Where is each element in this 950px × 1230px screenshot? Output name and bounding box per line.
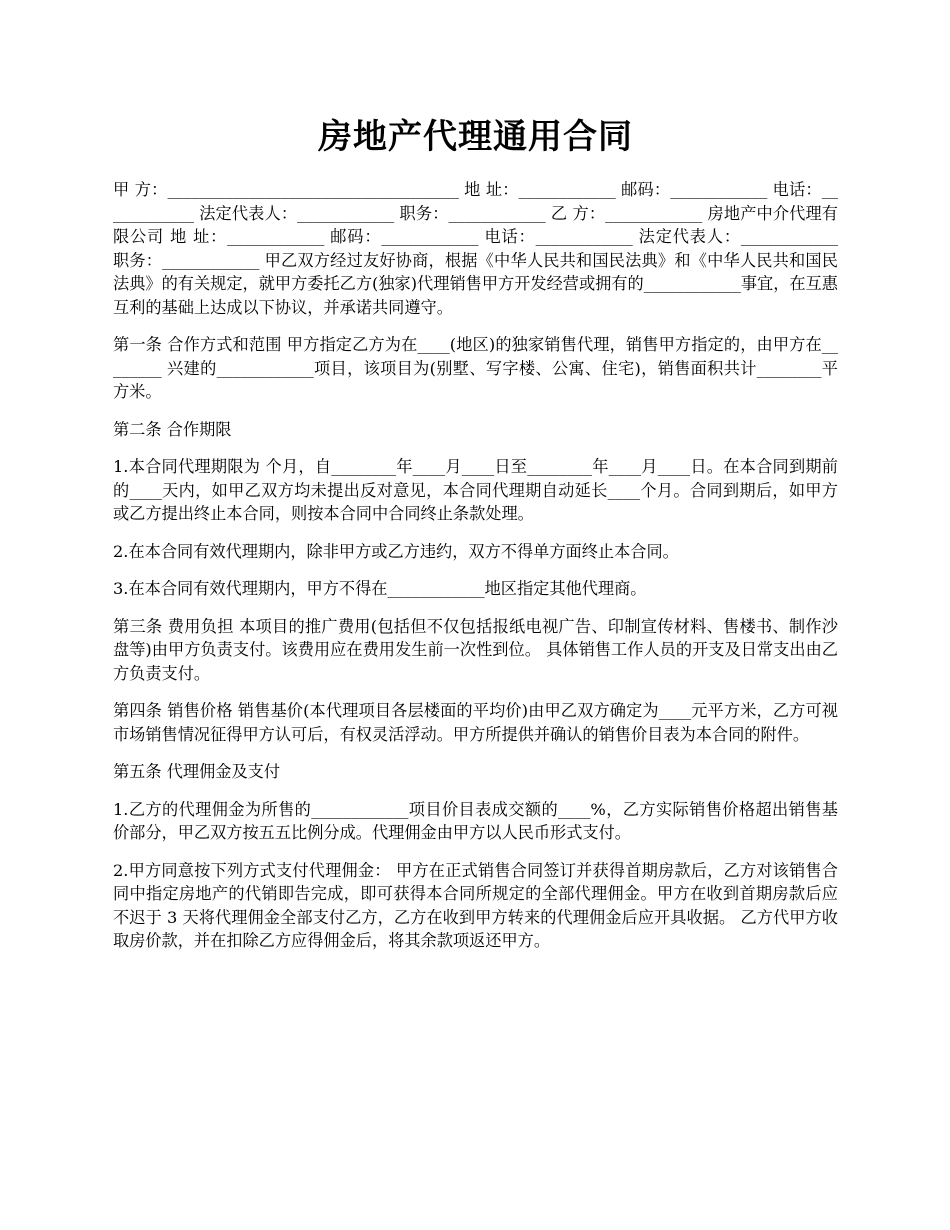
paragraph-article-5-heading: 第五条 代理佣金及支付 [113,762,281,781]
paragraph-article-3: 第三条 费用负担 本项目的推广费用(包括但不仅包括报纸电视广告、印制宣传材料、售楼书、制作沙盘等)由甲方负责支付。该费用应在费用发生前一次性到位。 具体销售工作人员的开支及日常支出由乙方负责支付。 [113,616,838,683]
paragraph-article-2-clause-2: 2.在本合同有效代理期内，除非甲方或乙方违约，双方不得单方面终止本合同。 [113,541,679,561]
document-body [113,178,838,967]
paragraph-article-1: 第一条 合作方式和范围 甲方指定乙方为在____(地区)的独家销售代理，销售甲方指定的，由甲方在________ 兴建的____________项目，该项目为(别墅、写字楼、公寓、住宅)，销售面积共计________平方米。 [113,335,838,401]
paragraph-parties: 甲 方：____________________________________ 地 址：____________ 邮码：____________ 电话：____________ 法定代表人：____________ 职务：____________ 乙 方：____________ 房地产中介代理有限公司 地 址：____________ 邮码：____________ 电话：____________ 法定代表人：____________ 职务：____________ 甲乙双方经过友好协商，根据《中华人民共和国民法典》和《中华人民共和国民法典》的有关规定，就甲方委托乙方(独家)代理销售甲方开发经营或拥有的____________事宜，在互惠互利的基础上达成以下协议，并承诺共同遵守。 [113,180,838,317]
paragraph-article-5-clause-2: 2.甲方同意按下列方式支付代理佣金： 甲方在正式销售合同签订并获得首期房款后，乙方对该销售合同中指定房地产的代销即告完成，即可获得本合同所规定的全部代理佣金。甲方在收到首期房款后应不迟于 3 天将代理佣金全部支付乙方，乙方在收到甲方转来的代理佣金后应开具收据。 乙方代甲方收取房价款，并在扣除乙方应得佣金后，将其余款项返还甲方。 [113,860,838,950]
paragraph-article-2-heading: 第二条 合作期限 [113,419,232,439]
paragraph-article-2-clause-1: 1.本合同代理期限为 个月，自________年____月____日至________年____月____日。在本合同到期前的____天内，如甲乙双方均未提出反对意见，本合同代理期自动延长____个月。合同到期后，如甲方或乙方提出终止本合同，则按本合同中合同终止条款处理。 [113,457,838,523]
document-title: 房地产代理通用合同 [318,117,633,157]
paragraph-article-2-clause-3: 3.在本合同有效代理期内，甲方不得在____________地区指定其他代理商。 [113,579,647,598]
paragraph-article-5-clause-1: 1.乙方的代理佣金为所售的____________项目价目表成交额的____%，乙方实际销售价格超出销售基价部分，甲乙双方按五五比例分成。代理佣金由甲方以人民币形式支付。 [113,799,838,842]
paragraph-article-4: 第四条 销售价格 销售基价(本代理项目各层楼面的平均价)由甲乙双方确定为____元平方米，乙方可视市场销售情况征得甲方认可后，有权灵活浮动。甲方所提供并确认的销售价目表为本合同的附件。 [113,701,838,744]
